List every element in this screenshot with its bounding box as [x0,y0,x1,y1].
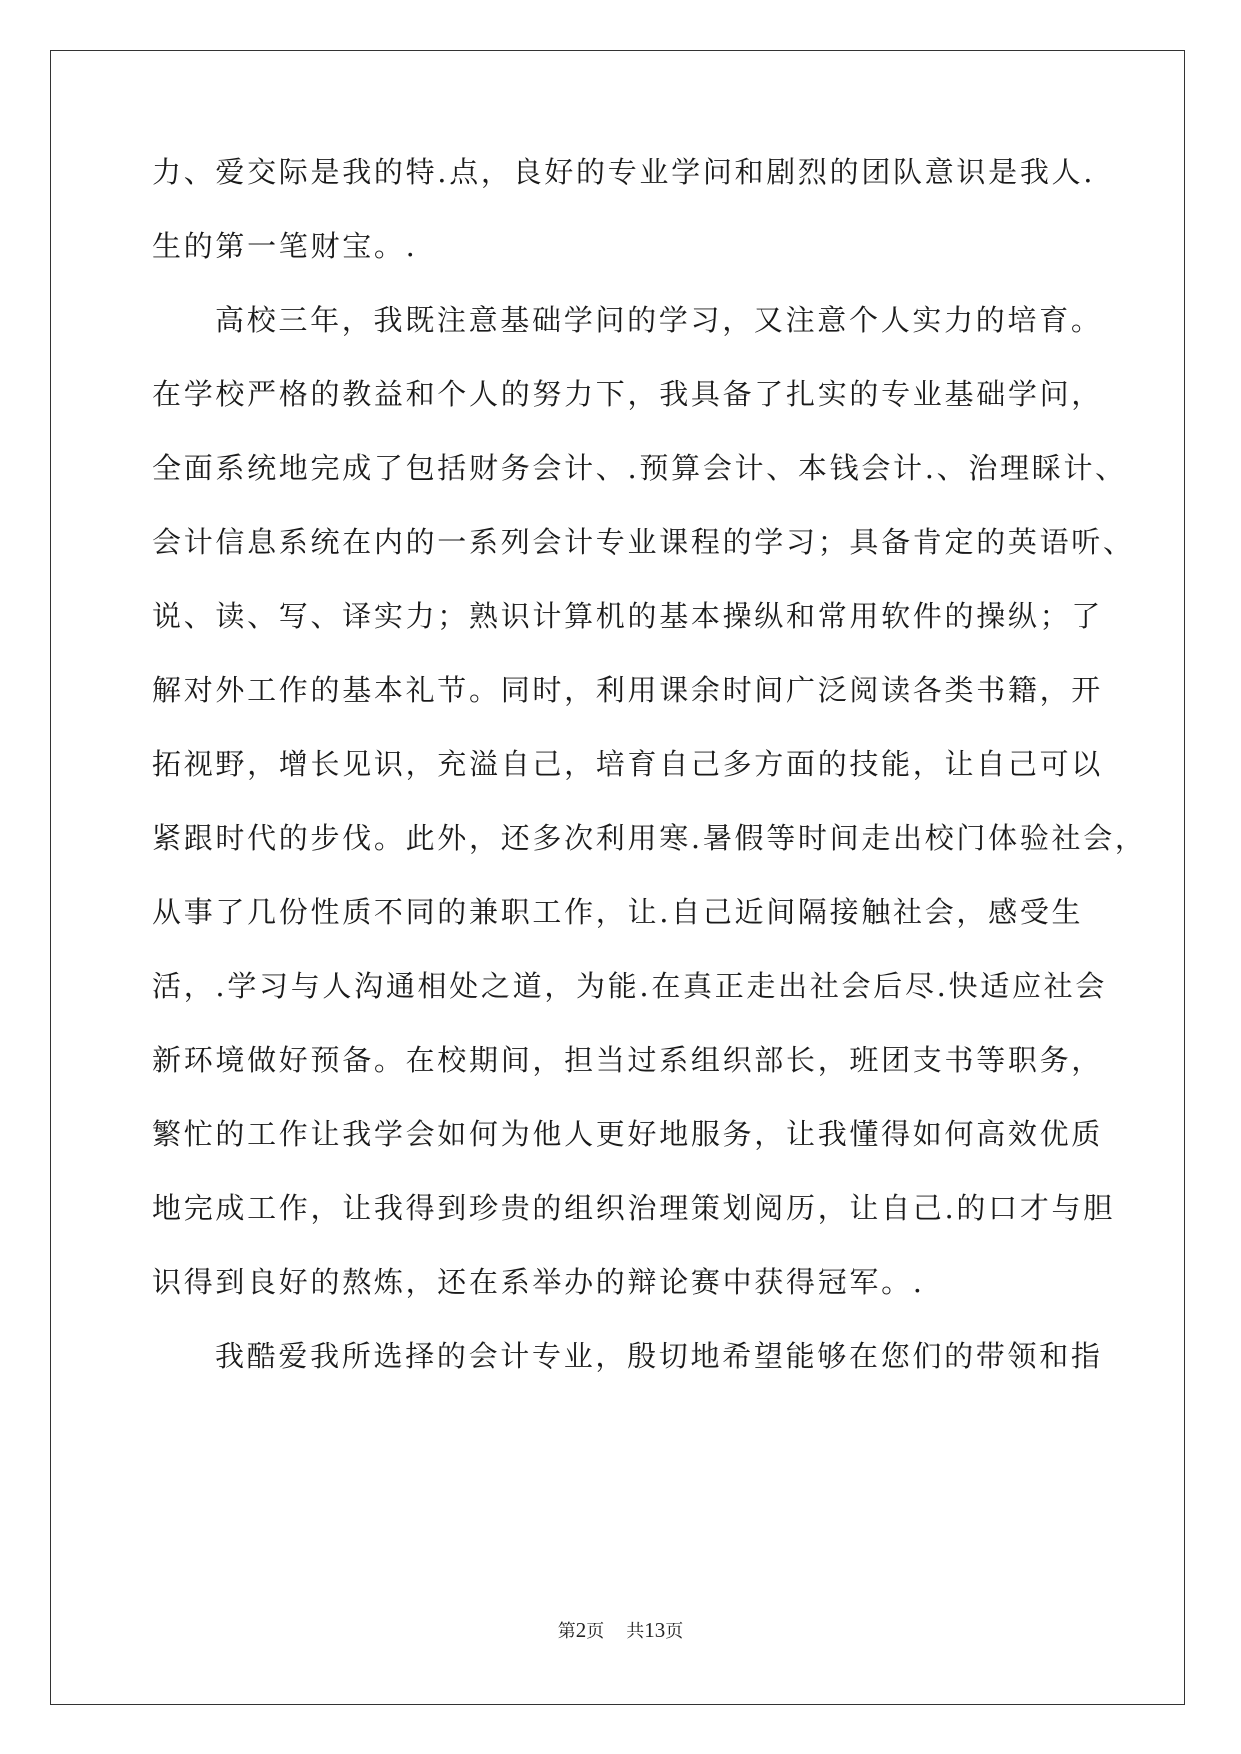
paragraph-line: 生的第一笔财宝。. [152,229,418,263]
paragraph-line: 高校三年，我既注意基础学问的学习，又注意个人实力的培育。 [215,303,1103,337]
footer-page-unit: 页 [586,1621,605,1642]
paragraph-line: 活，.学习与人沟通相处之道，为能.在真正走出社会后尽.快适应社会 [152,969,1108,1003]
paragraph-line: 新环境做好预备。在校期间，担当过系组织部长，班团支书等职务， [152,1043,1104,1077]
paragraph-line: 从事了几份性质不同的兼职工作，让.自己近间隔接触社会，感受生 [152,895,1084,929]
paragraph-line: 在学校严格的教益和个人的努力下，我具备了扎实的专业基础学问， [152,377,1104,411]
footer-page-prefix: 第 [557,1621,576,1642]
paragraph-line: 解对外工作的基本礼节。同时，利用课余时间广泛阅读各类书籍，开 [152,673,1104,707]
footer-total-unit: 页 [665,1621,684,1642]
paragraph-line: 识得到良好的熬炼，还在系举办的辩论赛中获得冠军。. [152,1265,925,1299]
paragraph-line: 力、爱交际是我的特.点，良好的专业学问和剧烈的团队意识是我人. [152,155,1096,189]
page-border [50,50,1185,1705]
paragraph-line: 会计信息系统在内的一系列会计专业课程的学习；具备肯定的英语听、 [152,525,1135,559]
paragraph-line: 繁忙的工作让我学会如何为他人更好地服务，让我懂得如何高效优质 [152,1117,1104,1151]
paragraph-line: 拓视野，增长见识，充溢自己，培育自己多方面的技能，让自己可以 [152,747,1104,781]
footer-total-prefix: 共 [626,1621,645,1642]
paragraph-line: 我酷爱我所选择的会计专业，殷切地希望能够在您们的带领和指 [215,1339,1103,1373]
footer-page-total: 13 [644,1618,666,1642]
footer-page-current: 2 [575,1618,587,1642]
paragraph-line: 全面系统地完成了包括财务会计、.预算会计、本钱会计.、治理睬计、 [152,451,1127,485]
page-footer [0,1618,1241,1644]
paragraph-line: 紧跟时代的步伐。此外，还多次利用寒.暑假等时间走出校门体验社会， [152,821,1147,855]
paragraph-line: 地完成工作，让我得到珍贵的组织治理策划阅历，让自己.的口才与胆 [152,1191,1115,1225]
paragraph-line: 说、读、写、译实力；熟识计算机的基本操纵和常用软件的操纵；了 [152,599,1104,633]
